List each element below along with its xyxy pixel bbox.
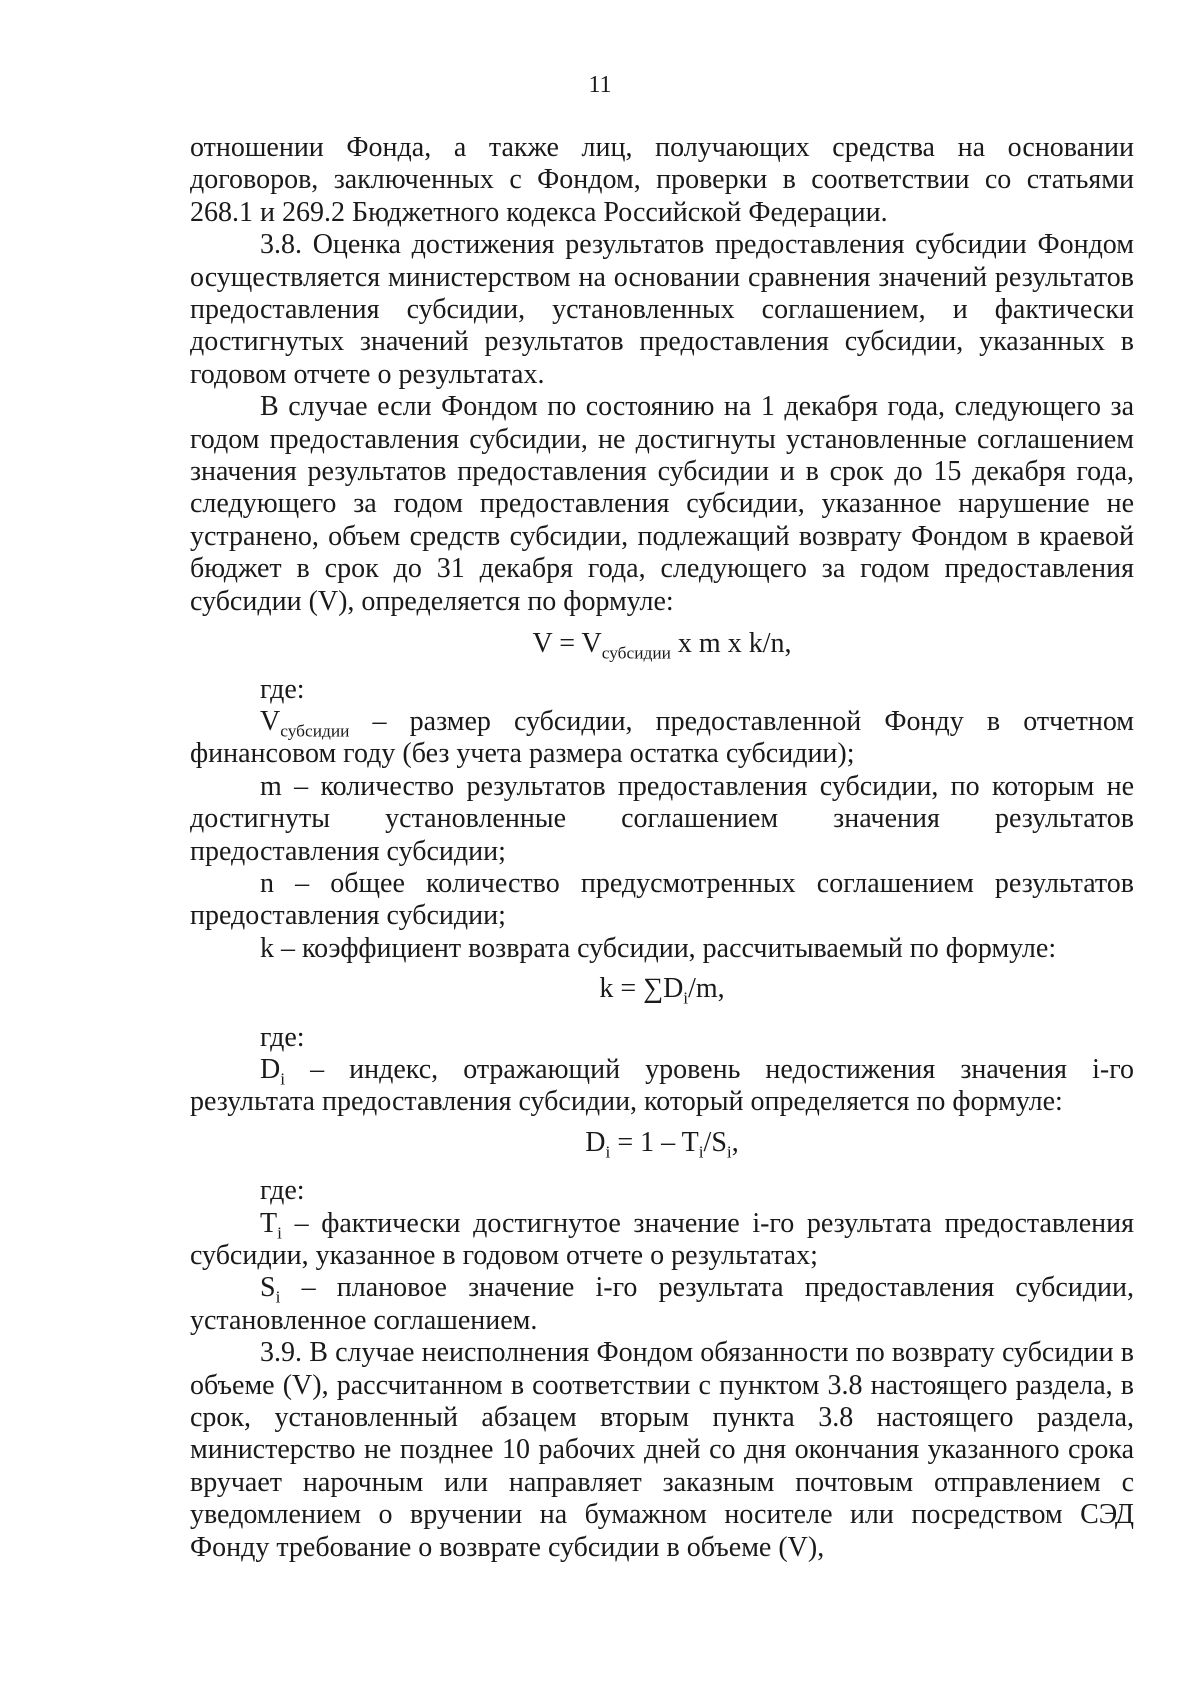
- paragraph-3-8-case: В случае если Фондом по состоянию на 1 декабря года, следующего за годом предоставления субсидии, не достигнуты установленные соглашением значения результатов предоставления субсидии и в срок до 15 декабря года, следующего за годом предоставления субсидии, указанное нарушение не устранено, объем средств субсидии, подлежащий возврату Фондом в краевой бюджет в срок до 31 декабря года, следующего за годом предоставления субсидии (V), определяется по формуле:: [190, 391, 1134, 617]
- formula-di-t: = 1 – T: [610, 1126, 699, 1158]
- document-body: [190, 132, 1134, 1564]
- definition-vsub: [190, 706, 1134, 771]
- where-label-2: где:: [260, 1021, 305, 1053]
- paragraph-continuation: отношении Фонда, а также лиц, получающих средства на основании договоров, заключенных с Фондом, проверки в соответствии со статьями 268.1 и 269.2 Бюджетного кодекса Российской Федерации.: [190, 132, 1134, 228]
- formula-k-left: k = ∑D: [599, 973, 684, 1005]
- where-label-1: где:: [260, 673, 305, 705]
- definition-ti: [190, 1208, 1134, 1273]
- formula-di: [190, 1126, 1134, 1162]
- symbol-ti: T: [260, 1207, 278, 1239]
- formula-v-subscript: субсидии: [601, 643, 671, 663]
- symbol-vsub-subscript: субсидии: [280, 721, 350, 741]
- symbol-vsub: V: [260, 705, 281, 737]
- where-label-3: где:: [260, 1175, 305, 1207]
- paragraph-3-8: 3.8. Оценка достижения результатов предоставления субсидии Фондом осуществляется министерством на основании сравнения значений результатов предоставления субсидии, установленных соглашением, и фактически достигнутых значений результатов предоставления субсидии, указанных в годовом отчете о результатах.: [190, 229, 1134, 390]
- formula-v: [190, 628, 1134, 663]
- definition-di: [190, 1054, 1134, 1119]
- definition-vsub-text: – размер субсидии, предоставленной Фонду в отчетном финансовом году (без учета размера остатка субсидии);: [190, 705, 1134, 770]
- formula-di-s: /S: [703, 1126, 727, 1158]
- formula-di-s-subscript: i: [726, 1142, 732, 1162]
- formula-di-t-subscript: i: [698, 1142, 704, 1162]
- definition-di-text: – индекс, отражающий уровень недостижения значения i-го результата предоставления субсидии, который определяется по формуле:: [190, 1053, 1134, 1118]
- symbol-si: S: [260, 1272, 276, 1304]
- symbol-si-subscript: i: [275, 1288, 281, 1307]
- formula-k-right: /m,: [688, 973, 725, 1005]
- formula-di-d: D: [585, 1126, 606, 1158]
- formula-k: [190, 973, 1134, 1008]
- formula-v-left: V = V: [532, 628, 602, 660]
- symbol-di: D: [260, 1053, 281, 1085]
- formula-k-subscript: i: [683, 988, 689, 1008]
- symbol-ti-subscript: i: [277, 1223, 282, 1243]
- definition-k: k – коэффициент возврата субсидии, рассчитываемый по формуле:: [260, 932, 1057, 964]
- symbol-di-subscript: i: [280, 1069, 286, 1089]
- definition-n: n – общее количество предусмотренных соглашением результатов предоставления субсидии;: [190, 867, 1134, 932]
- definition-si-text: – плановое значение i-го результата предоставления субсидии, установленное соглашением.: [190, 1272, 1134, 1336]
- definition-si: [190, 1272, 1134, 1337]
- formula-di-d-subscript: i: [605, 1142, 611, 1162]
- paragraph-3-9: 3.9. В случае неисполнения Фондом обязанности по возврату субсидии в объеме (V), рассчитанном в соответствии с пунктом 3.8 настоящего раздела, в срок, установленный абзацем вторым пункта 3.8 настоящего раздела, министерство не позднее 10 рабочих дней со дня окончания указанного срока вручает нарочным или направляет заказным почтовым отправлением с уведомлением о вручении на бумажном носителе или посредством СЭД Фонду требование о возврате субсидии в объеме (V),: [190, 1337, 1134, 1563]
- definition-m: m – количество результатов предоставления субсидии, по которым не достигнуты установленные соглашением значения результатов предоставления субсидии;: [190, 770, 1134, 867]
- formula-di-end: ,: [731, 1126, 739, 1158]
- formula-v-right: x m x k/n,: [670, 628, 792, 660]
- page-number: 11: [588, 72, 612, 98]
- definition-ti-text: – фактически достигнутое значение i-го результата предоставления субсидии, указанное в годовом отчете о результатах;: [190, 1207, 1134, 1271]
